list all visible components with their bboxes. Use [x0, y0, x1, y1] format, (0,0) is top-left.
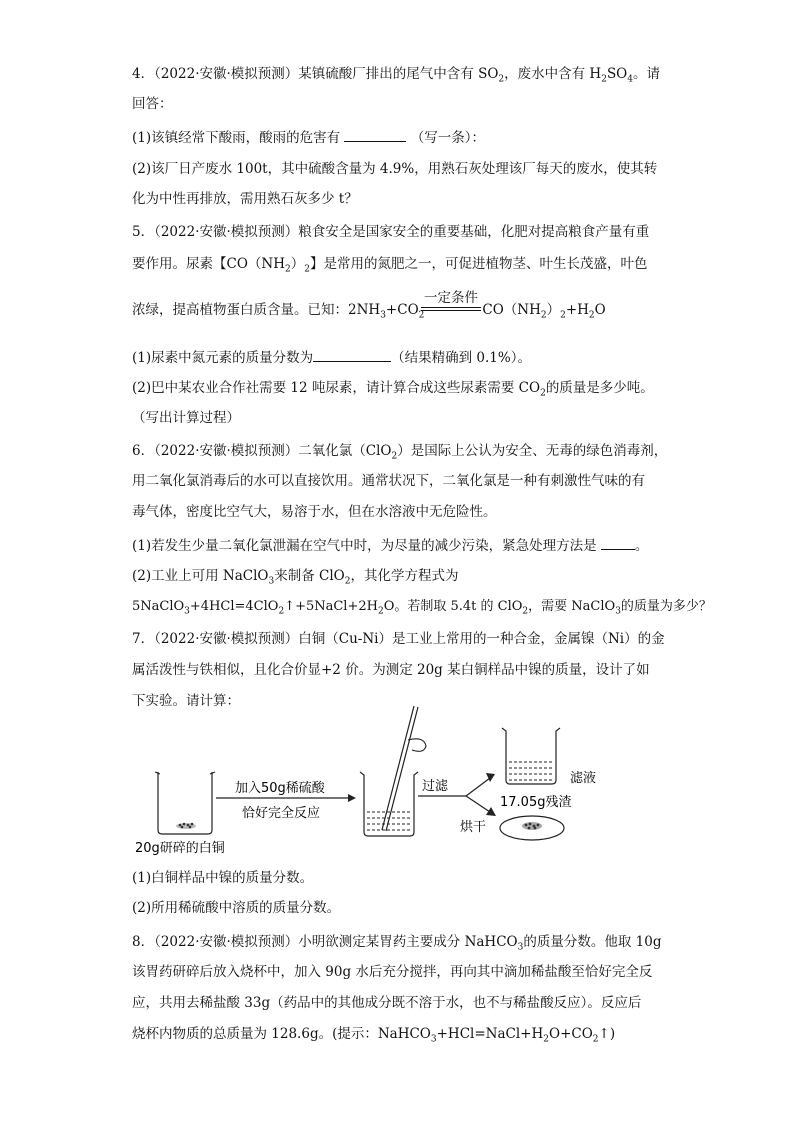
q6-part-2-line-1: (2)工业上可用 NaClO$_3$来制备 ClO$_2$，其化学方程式为	[132, 568, 459, 587]
answer-blank	[601, 535, 635, 550]
q7-part-2: (2)所用稀硫酸中溶质的质量分数。	[132, 900, 341, 916]
q4-part-1: (1)该镇经常下酸雨，酸雨的危害有 （写一条）：	[132, 127, 485, 148]
residue-dish	[500, 816, 564, 840]
q5-line-3: 浓绿，提高植物蛋白质含量。已知：$2NH_3+CO_2$ $CO(NH_2)_2+H_2O$	[132, 302, 606, 321]
residue-label: 17.05g残渣	[500, 795, 572, 810]
answer-blank	[344, 127, 406, 142]
q8-line-2: 该胃药研碎后放入烧杯中，加入 90g 水后充分搅拌，再向其中滴加稀盐酸至恰好完全反	[132, 964, 653, 980]
condition-label: 一定条件	[424, 290, 478, 306]
filter-label: 过滤	[422, 779, 449, 794]
q7-line-2: 属活泼性与铁相似，且化合价显+2 价。为测定 20g 某白铜样品中镍的质量，设计了如	[132, 662, 650, 678]
beaker-sample	[155, 772, 215, 834]
beaker-reaction	[360, 706, 426, 836]
q6-line-1: 6．（2022·安徽·模拟预测）二氧化氯（ClO$_2$）是国际上公认为安全、无毒的绿色消毒剂，	[132, 443, 668, 462]
stir-arrow-icon	[408, 739, 426, 751]
q6-part-1: (1)若发生少量二氧化氯泄漏在空气中时，为尽量的减少污染，紧急处理方法是 。	[132, 535, 648, 556]
q6-line-2: 用二氧化氯消毒后的水可以直接饮用。通常状况下，二氧化氯是一种有刺激性气味的有	[132, 473, 645, 489]
q5-part-2-line-1: (2)巴中某农业合作社需要 12 吨尿素，请计算合成这些尿素需要 $CO_2$的质量是多少吨。	[132, 380, 654, 399]
q7-line-1: 7．（2022·安徽·模拟预测）白铜（Cu-Ni）是工业上常用的一种合金，金属镍（Ni）的金	[132, 631, 665, 647]
q4-line-2: 回答：	[132, 96, 173, 112]
q4-part-2-line-2: 化为中性再排放，需用熟石灰多少 t？	[132, 191, 358, 207]
arrow1-bottom-label: 恰好完全反应	[242, 806, 321, 821]
sample-label: 20g研碎的白铜	[135, 841, 225, 856]
q4-line-1: 4．（2022·安徽·模拟预测）某镇硫酸厂排出的尾气中含有 $SO_2$，废水中含有 $H_2SO_4$。请	[132, 66, 660, 85]
arrow1-top-label: 加入50g稀硫酸	[235, 781, 325, 796]
q5-part-2-line-2: （写出计算过程）	[132, 410, 240, 426]
beaker-filtrate	[502, 728, 560, 784]
q8-line-1: 8．（2022·安徽·模拟预测）小明欲测定某胃药主要成分 NaHCO$_3$的质量分数。他取 10g	[132, 934, 662, 953]
q5-part-1: (1)尿素中氮元素的质量分数为 （结果精确到 0.1%）。	[132, 347, 531, 368]
q5-line-1: 5．（2022·安徽·模拟预测）粮食安全是国家安全的重要基础，化肥对提高粮食产量有重	[132, 224, 650, 240]
equals-bar-bottom	[421, 310, 481, 311]
q7-part-1: (1)白铜样品中镍的质量分数。	[132, 870, 314, 886]
answer-blank	[313, 347, 391, 362]
experiment-diagram	[130, 700, 630, 860]
q5-line-2: 要作用。尿素【$CO(NH_2)_2$】是常用的氮肥之一，可促进植物茎、叶生长茂盛，叶色	[132, 256, 648, 275]
filtrate-label: 滤液	[570, 771, 597, 786]
copper-powder	[176, 823, 196, 829]
q4-part-2-line-1: (2)该厂日产废水 100t，其中硫酸含量为 4.9%，用熟石灰处理该厂每天的废水，使其转	[132, 161, 658, 177]
q8-line-4: 烧杯内物质的总质量为 128.6g。(提示：$NaHCO_3+HCl=NaCl+H_2O+CO_2↑$)	[132, 1026, 616, 1045]
q6-line-3: 毒气体，密度比空气大，易溶于水，但在水溶液中无危险性。	[132, 504, 497, 520]
dry-label: 烘干	[460, 820, 487, 835]
q8-line-3: 应，共用去稀盐酸 33g（药品中的其他成分既不溶于水，也不与稀盐酸反应）。反应后	[132, 995, 642, 1011]
q7-line-3: 下实验。请计算：	[132, 693, 240, 709]
equals-bar-top	[421, 307, 481, 308]
q6-equation: $5NaClO_3+4HCl=4ClO_2↑+5NaCl+2H_2O$。若制取 5.4t 的 ClO$_2$，需要 NaClO$_3$的质量为多少？	[132, 599, 712, 617]
